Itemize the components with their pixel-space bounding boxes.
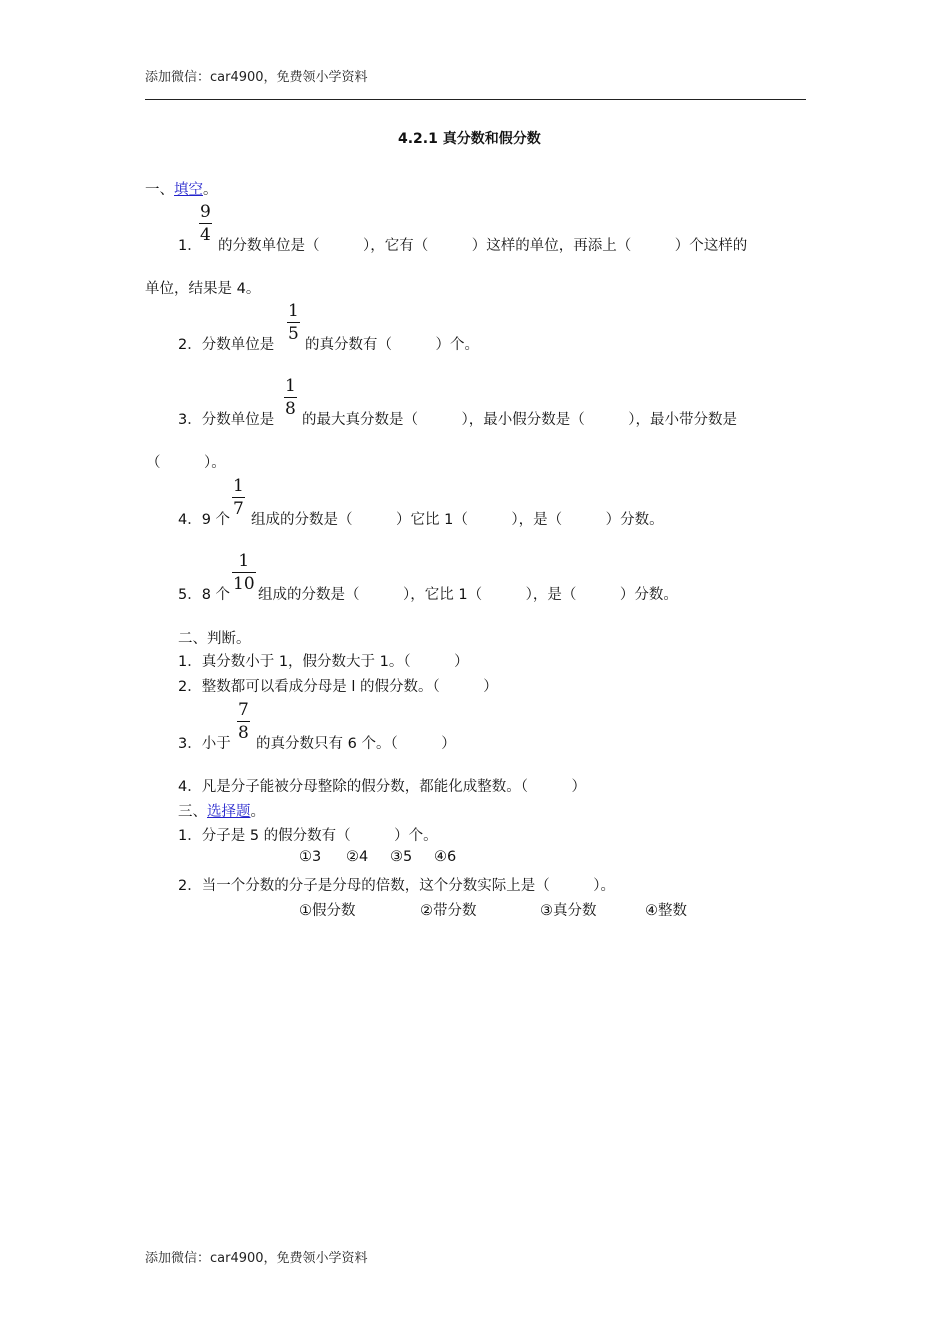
s3-q2-option: ④整数: [645, 903, 687, 919]
s2-q3-text: 的真分数只有 6 个。（ ）: [256, 736, 456, 752]
fraction-1-10: [232, 552, 256, 593]
fraction-numerator: 1: [285, 376, 296, 396]
s3-q2: 2．当一个分数的分子是分母的倍数，这个分数实际上是（ ）。: [178, 878, 615, 894]
s3-q1: 1．分子是 5 的假分数有（ ）个。: [178, 828, 438, 844]
fraction-denominator: 8: [238, 723, 249, 743]
section1-prefix: 一、: [145, 182, 174, 198]
s1-q1-num: 1．: [178, 238, 202, 254]
s3-q2-option: ③真分数: [540, 903, 597, 919]
fraction-numerator: 1: [288, 301, 299, 321]
s3-q2-option: ②带分数: [420, 903, 477, 919]
fraction-bar: [232, 572, 256, 573]
s1-q5-pre: 5．8 个: [178, 587, 231, 603]
s1-q4-text: 组成的分数是（ ）它比 1（ ），是（ ）分数。: [251, 512, 664, 528]
s3-q1-option: ②4: [346, 849, 369, 865]
fraction-1-7: [232, 477, 245, 518]
s3-q1-option: ①3: [299, 849, 322, 865]
fraction-numerator: 7: [238, 700, 249, 720]
fraction-1-5: [287, 302, 300, 343]
s3-q1-option: ③5: [390, 849, 413, 865]
fraction-1-8: [284, 377, 297, 418]
section3-suffix: 。: [250, 804, 265, 820]
footer-text: 添加微信：car4900，免费领小学资料: [145, 1251, 368, 1266]
s3-q1-option: ④6: [434, 849, 457, 865]
fraction-denominator: 8: [285, 399, 296, 419]
header-rule: [145, 99, 806, 100]
fraction-denominator: 7: [233, 499, 244, 519]
header-text: 添加微信：car4900，免费领小学资料: [145, 70, 368, 85]
section2-heading: 二、判断。: [178, 631, 251, 647]
s1-q2-pre: 2．分数单位是: [178, 337, 275, 353]
fraction-bar: [199, 223, 212, 224]
fraction-numerator: 1: [233, 476, 244, 496]
s2-q4: 4．凡是分子能被分母整除的假分数，都能化成整数。（ ）: [178, 779, 586, 795]
s1-q3-pre: 3．分数单位是: [178, 412, 275, 428]
fraction-denominator: 10: [233, 574, 255, 594]
fraction-7-8: [237, 701, 250, 742]
s1-q4-pre: 4．9 个: [178, 512, 231, 528]
s1-q2-text: 的真分数有（ ）个。: [305, 337, 479, 353]
section3-prefix: 三、: [178, 804, 207, 820]
section3-heading: [178, 800, 265, 821]
fraction-denominator: 5: [288, 324, 299, 344]
fraction-bar: [237, 721, 250, 722]
fraction-numerator: 1: [238, 551, 250, 571]
s3-q2-option: ①假分数: [299, 903, 356, 919]
section1-link[interactable]: 填空: [174, 182, 203, 198]
fraction-bar: [232, 497, 245, 498]
s1-q5-text: 组成的分数是（ ），它比 1（ ），是（ ）分数。: [258, 587, 678, 603]
s2-q3-pre: 3．小于: [178, 736, 231, 752]
s1-q1-text: 的分数单位是（ ），它有（ ）这样的单位，再添上（ ）个这样的: [218, 238, 748, 254]
fraction-9-4: [199, 203, 212, 244]
fraction-denominator: 4: [200, 225, 211, 245]
fraction-bar: [284, 397, 297, 398]
fraction-numerator: 9: [200, 202, 211, 222]
page-title: 4.2.1 真分数和假分数: [398, 131, 541, 147]
section3-link[interactable]: 选择题: [207, 804, 251, 820]
s1-q3-text: 的最大真分数是（ ），最小假分数是（ ），最小带分数是: [302, 412, 737, 428]
s1-q3-cont: （ ）。: [146, 455, 226, 471]
s1-q1-cont: 单位，结果是 4。: [145, 281, 261, 297]
fraction-bar: [287, 322, 300, 323]
s2-q1: 1．真分数小于 1，假分数大于 1。（ ）: [178, 654, 469, 670]
s2-q2: 2．整数都可以看成分母是 l 的假分数。（ ）: [178, 679, 498, 695]
section1-suffix: 。: [203, 182, 218, 198]
section1-heading: [145, 178, 218, 199]
